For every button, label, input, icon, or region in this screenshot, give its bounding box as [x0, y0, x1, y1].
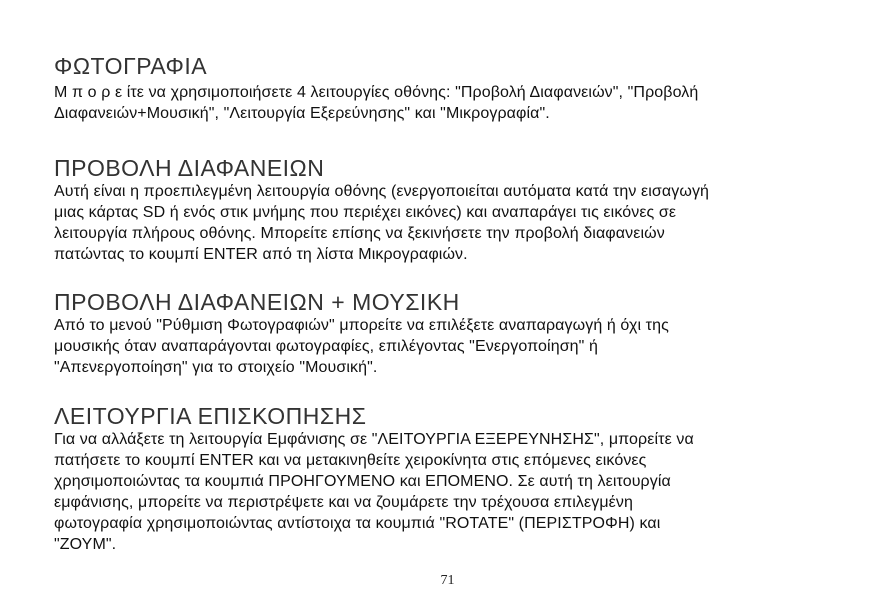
body-line: Από το μενού "Ρύθμιση Φωτογραφιών" μπορείτε να επιλέξετε αναπαραγωγή ή όχι της [54, 317, 669, 334]
body-line: μιας κάρτας SD ή ενός στικ μνήμης που περιέχει εικόνες) και αναπαράγει τις εικόνες σε [54, 204, 677, 221]
body-line: Διαφανειών+Μουσική", "Λειτουργία Εξερεύνησης" και "Μικρογραφία". [54, 105, 550, 122]
body-line: Μ π ο ρ ε ίτε να χρησιμοποιήσετε 4 λειτουργίες οθόνης: "Προβολή Διαφανειών", "Προβολή [54, 84, 699, 101]
body-line: μουσικής όταν αναπαράγονται φωτογραφίες, επιλέγοντας "Ενεργοποίηση" ή [54, 338, 598, 355]
body-line: λειτουργία πλήρους οθόνης. Μπορείτε επίσης να ξεκινήσετε την προβολή διαφανειών [54, 225, 665, 242]
section-heading: ΛΕΙΤΟΥΡΓΙΑ ΕΠΙΣΚΟΠΗΣΗΣ [54, 403, 367, 429]
body-line: πατήσετε το κουμπί ENTER και να μετακινηθείτε χειροκίνητα στις επόμενες εικόνες [54, 452, 647, 469]
page-number: 71 [440, 573, 455, 588]
body-line: Για να αλλάξετε τη λειτουργία Εμφάνισης σε "ΛΕΙΤΟΥΡΓΙΑ ΕΞΕΡΕΥΝΗΣΗΣ", μπορείτε να [54, 431, 694, 448]
body-line: χρησιμοποιώντας τα κουμπιά ΠΡΟΗΓΟΥΜΕΝΟ και ΕΠΟΜΕΝΟ. Σε αυτή τη λειτουργία [54, 473, 671, 490]
section-photo [54, 53, 854, 124]
section-browse-mode [54, 403, 854, 555]
section-heading: ΦΩΤΟΓΡΑΦΙΑ [54, 53, 208, 79]
body-line: φωτογραφία χρησιμοποιώντας αντίστοιχα τα κουμπιά "ROTATE" (ΠΕΡΙΣΤΡΟΦΗ) και [54, 515, 661, 532]
section-slideshow-music [54, 289, 854, 378]
body-line: "ΖΟΥΜ". [54, 536, 117, 553]
section-heading: ΠΡΟΒΟΛΗ ΔΙΑΦΑΝΕΙΩΝ [54, 155, 325, 181]
body-line: "Απενεργοποίηση" για το στοιχείο "Μουσική". [54, 359, 378, 376]
section-slideshow [54, 155, 854, 265]
body-line: πατώντας το κουμπί ENTER από τη λίστα Μικρογραφιών. [54, 246, 468, 263]
body-line: Αυτή είναι η προεπιλεγμένη λειτουργία οθόνης (ενεργοποιείται αυτόματα κατά την εισαγωγή [54, 183, 710, 200]
body-line: εμφάνισης, μπορείτε να περιστρέψετε και να ζουμάρετε την τρέχουσα επιλεγμένη [54, 494, 634, 511]
section-heading: ΠΡΟΒΟΛΗ ΔΙΑΦΑΝΕΙΩΝ + ΜΟΥΣΙΚΗ [54, 289, 460, 315]
